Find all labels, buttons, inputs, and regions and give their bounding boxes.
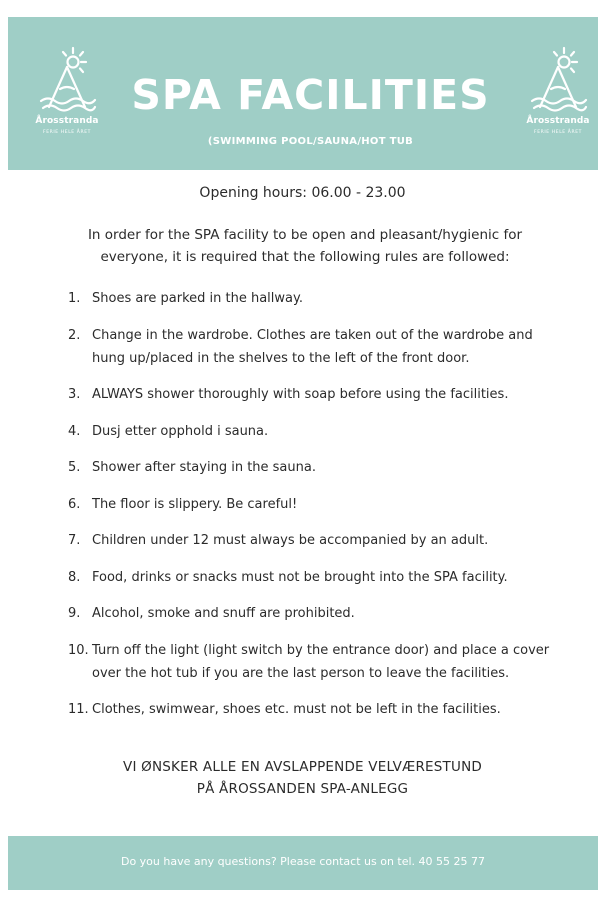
rule-number: 7. — [68, 533, 81, 548]
rule-item — [62, 602, 552, 625]
rule-text: Food, drinks or snacks must not be brought into the SPA facility. — [92, 569, 508, 585]
brand-logo — [30, 45, 104, 165]
rule-item — [62, 529, 552, 552]
rule-number: 1. — [68, 291, 81, 306]
rule-number: 6. — [68, 496, 81, 512]
rule-item — [62, 639, 552, 685]
logo-tagline: FERIE HELE ÅRET — [534, 130, 582, 135]
contact-text: Do you have any questions? Please contact us on tel. 40 55 25 77 — [120, 855, 486, 868]
rule-item — [62, 456, 552, 479]
logo-tagline: FERIE HELE ÅRET — [43, 130, 91, 135]
footer-banner — [8, 836, 598, 890]
rule-number: 3. — [68, 387, 81, 402]
logo-name: Årosstranda — [526, 116, 590, 126]
logo-name: Årosstranda — [35, 116, 99, 126]
rule-item — [62, 287, 552, 310]
rule-number: 2. — [68, 327, 81, 343]
rule-text: Shoes are parked in the hallway. — [92, 291, 303, 306]
header-banner — [8, 17, 598, 170]
rule-text: Change in the wardrobe. Clothes are taken out of the wardrobe and hung up/placed in the shelves to the left of the front door. — [92, 327, 533, 366]
rule-number: 10. — [68, 642, 89, 658]
rule-item — [62, 698, 552, 721]
rule-number: 9. — [68, 606, 81, 621]
closing-line-1: VI ØNSKER ALLE EN AVSLAPPENDE VELVÆRESTUND — [123, 759, 482, 775]
intro-text: In order for the SPA facility to be open and pleasant/hygienic for everyone, it is required that the following rules are followed: — [87, 227, 523, 265]
rule-number: 5. — [68, 460, 81, 475]
rules-list — [62, 287, 552, 735]
rule-item — [62, 324, 552, 370]
rule-number: 8. — [68, 569, 81, 585]
rule-text: Shower after staying in the sauna. — [92, 460, 316, 475]
rule-item — [62, 383, 552, 406]
rule-number: 4. — [68, 423, 81, 439]
rule-text: Clothes, swimwear, shoes etc. must not be left in the facilities. — [92, 702, 501, 717]
closing-line-2: PÅ ÅROSSANDEN SPA-ANLEGG — [196, 781, 409, 797]
rule-item — [62, 566, 552, 589]
rule-number: 11. — [68, 702, 89, 717]
rule-text: The floor is slippery. Be careful! — [92, 496, 298, 512]
closing-message — [0, 756, 605, 800]
rule-text: ALWAYS shower thoroughly with soap before using the facilities. — [92, 387, 509, 402]
sun-tent-waves-icon — [35, 45, 99, 115]
opening-hours: Opening hours: 06.00 - 23.00 — [199, 185, 406, 201]
rule-text: Turn off the light (light switch by the entrance door) and place a cover over the hot tub if you are the last person to leave the facilities. — [92, 642, 550, 681]
rule-text: Children under 12 must always be accompanied by an adult. — [92, 533, 489, 548]
rule-text: Dusj etter opphold i sauna. — [92, 423, 269, 439]
rule-item — [62, 493, 552, 516]
brand-logo — [521, 45, 595, 165]
page-subtitle: (SWIMMING POOL/SAUNA/HOT TUB — [207, 136, 414, 147]
sun-tent-waves-icon — [526, 45, 590, 115]
rule-item — [62, 420, 552, 443]
rule-text: Alcohol, smoke and snuff are prohibited. — [92, 606, 355, 621]
page-title: SPA FACILITIES — [131, 71, 490, 119]
